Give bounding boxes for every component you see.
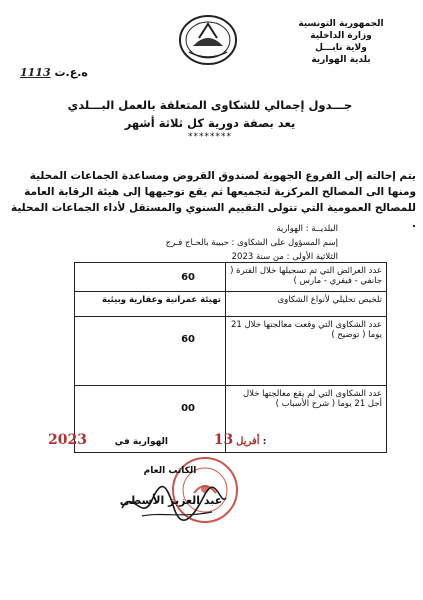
reference-number — [20, 66, 88, 79]
letterhead-line: وزارة الداخلية — [310, 31, 372, 41]
report-info — [98, 222, 338, 264]
date-day: 13 — [213, 432, 234, 448]
document-title: جـــدول إجمالي للشكاوى المتعلقة بالعمل البـــلدي — [67, 98, 353, 112]
signatory-name: عبد العزيز الأسطى — [119, 494, 223, 507]
table-value-cell: تهيئة عمرانية وعقارية وبيئية — [75, 292, 226, 317]
letterhead — [281, 18, 401, 66]
date-year: 2023 — [48, 432, 87, 448]
table-row — [75, 263, 387, 292]
table-value-cell: 60 — [75, 263, 226, 292]
complaints-table — [74, 262, 387, 453]
reference-handwritten-number: 1113 — [20, 66, 51, 79]
date-place: الهوارية في : — [114, 437, 267, 447]
reference-suffix: ه.ع.ت — [54, 66, 88, 79]
title-separator: ******** — [188, 132, 232, 142]
quarter-line: الثلاثية الأولى : من سنة 2023 — [231, 252, 338, 262]
table-label-cell: عدد الشكاوى التي لم يقع معالجتها خلال أجل 21 يوما ( شرح الأسباب ) — [226, 386, 387, 453]
table-value-cell: 00 — [75, 386, 226, 453]
letterhead-line: الجمهورية التونسية — [298, 19, 384, 29]
signatory-title: الكاتب العام — [143, 466, 197, 476]
municipality-line: البلديــة : الهوارية — [276, 224, 338, 234]
letterhead-line: ولاية نابـــل — [315, 43, 367, 53]
intro-paragraph: يتم إحالته إلى الفروع الجهوية لصندوق القروض ومساعدة الجماعات المحلية ومنها الى المصالح المركزية لتجميعها ثم يقع توجيهها إلى هيئة الرقابة العامة للمصالح العمومية التي تتولى التقييم السنوي والمستقل لأداء الجماعات المحلية . — [11, 170, 416, 230]
official-line: إسم المسؤول على الشكاوى : حبيبة بالحـاج فـرج — [165, 238, 338, 248]
municipal-emblem-icon — [175, 10, 241, 70]
signing-date — [48, 432, 338, 448]
table-value-cell: 60 — [75, 317, 226, 386]
table-label-cell: تلخيص تحليلي لأنواع الشكاوى — [226, 292, 387, 317]
table-label-cell: عدد الشكاوى التي وقعت معالجتها خلال 21 يوما ( توضيح ) — [226, 317, 387, 386]
letterhead-line: بلدية الهوارية — [311, 55, 371, 65]
document-subtitle: يعد بصفة دورية كل ثلاثة أشهر — [124, 116, 296, 130]
date-month: أفريل — [236, 436, 260, 447]
table-row — [75, 292, 387, 317]
table-label-cell: عدد العرائض التي تم تسجيلها خلال الفترة ( جانفي - فيفري - مارس ) — [226, 263, 387, 292]
table-row — [75, 317, 387, 386]
